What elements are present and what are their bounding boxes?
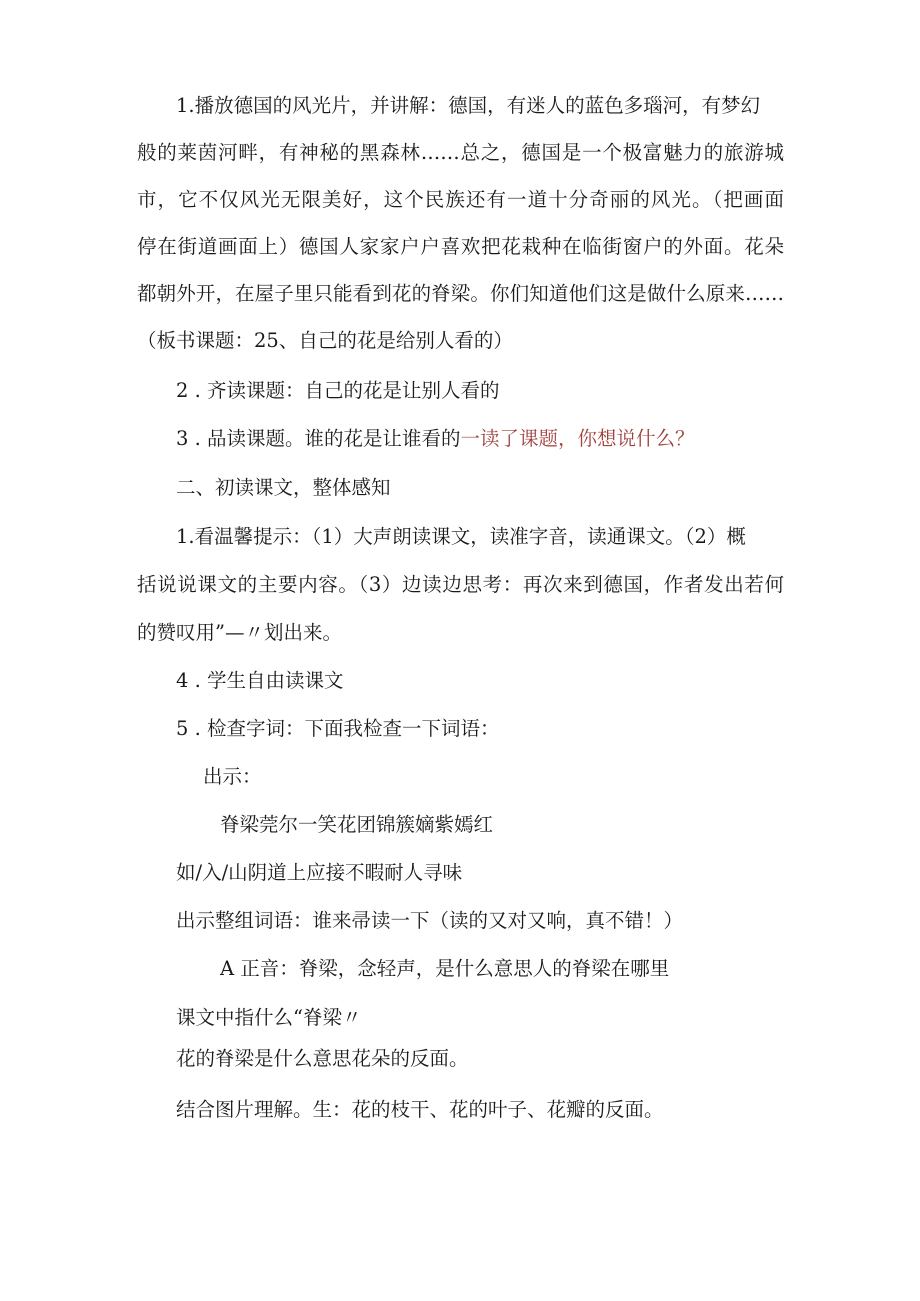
paragraph1-line3: 市，它不仅风光无限美好，这个民族还有一道十分奇丽的风光。（把画面	[137, 188, 784, 211]
item-2: 2 . 齐读课题：自己的花是让别人看的	[176, 379, 500, 402]
picture-understanding: 结合图片理解。生：花的枝干、花的叶子、花瓣的反面。	[176, 1098, 664, 1121]
show-group-line: 出示整组词语：谁来帚读一下（读的又对又响，真不错！）	[176, 909, 684, 932]
text-meaning-question: 课文中指什么“脊梁〃	[176, 1006, 362, 1029]
item-5: 5 . 检查字词：下面我检查一下词语：	[176, 717, 500, 740]
item-3-question: 一读了课题，你想说什么？	[460, 427, 695, 450]
paragraph1-line1: 1.播放德国的风光片，并讲解：德国，有迷人的蓝色多瑙河，有梦幻	[176, 94, 761, 117]
item-3	[176, 425, 695, 453]
words-line2: 如/入/山阴道上应接不暇耐人寻味	[176, 861, 463, 884]
item-4: 4 . 学生自由读课文	[176, 669, 344, 692]
hints-line2: 括说说课文的主要内容。（3）边读边思考：再次来到德国，作者发出若何	[137, 573, 784, 596]
paragraph1-line4: 停在街道画面上）德国人家家户户喜欢把花栽种在临街窗户的外面。花朵	[137, 235, 784, 258]
hints-line3: 的赞叹用”—〃划出来。	[137, 621, 342, 644]
paragraph1-line2: 般的莱茵河畔，有神秘的黑森林……总之，德国是一个极富魅力的旅游城	[137, 141, 784, 164]
paragraph1-line5: 都朝外开，在屋子里只能看到花的脊梁。你们知道他们这是做什么原来……	[137, 282, 784, 305]
words-line1: 脊梁莞尔一笑花团锦簇嫡紫嫣红	[220, 813, 494, 836]
item-3-prefix: 3 . 品读课题。谁的花是让谁看的	[176, 427, 461, 450]
flower-back-line: 花的脊梁是什么意思花朵的反面。	[176, 1047, 469, 1070]
correct-pronunciation: A 正音：脊梁，念轻声，是什么意思人的脊梁在哪里	[220, 957, 670, 980]
hints-line1: 1.看温馨提示：（1）大声朗读课文，读准字音，读通课文。（2）概	[176, 525, 746, 548]
section2-heading: 二、初读课文，整体感知	[176, 476, 391, 499]
paragraph1-line6: （板书课题：25、自己的花是给别人看的）	[137, 329, 513, 352]
show-label: 出示：	[203, 765, 262, 788]
